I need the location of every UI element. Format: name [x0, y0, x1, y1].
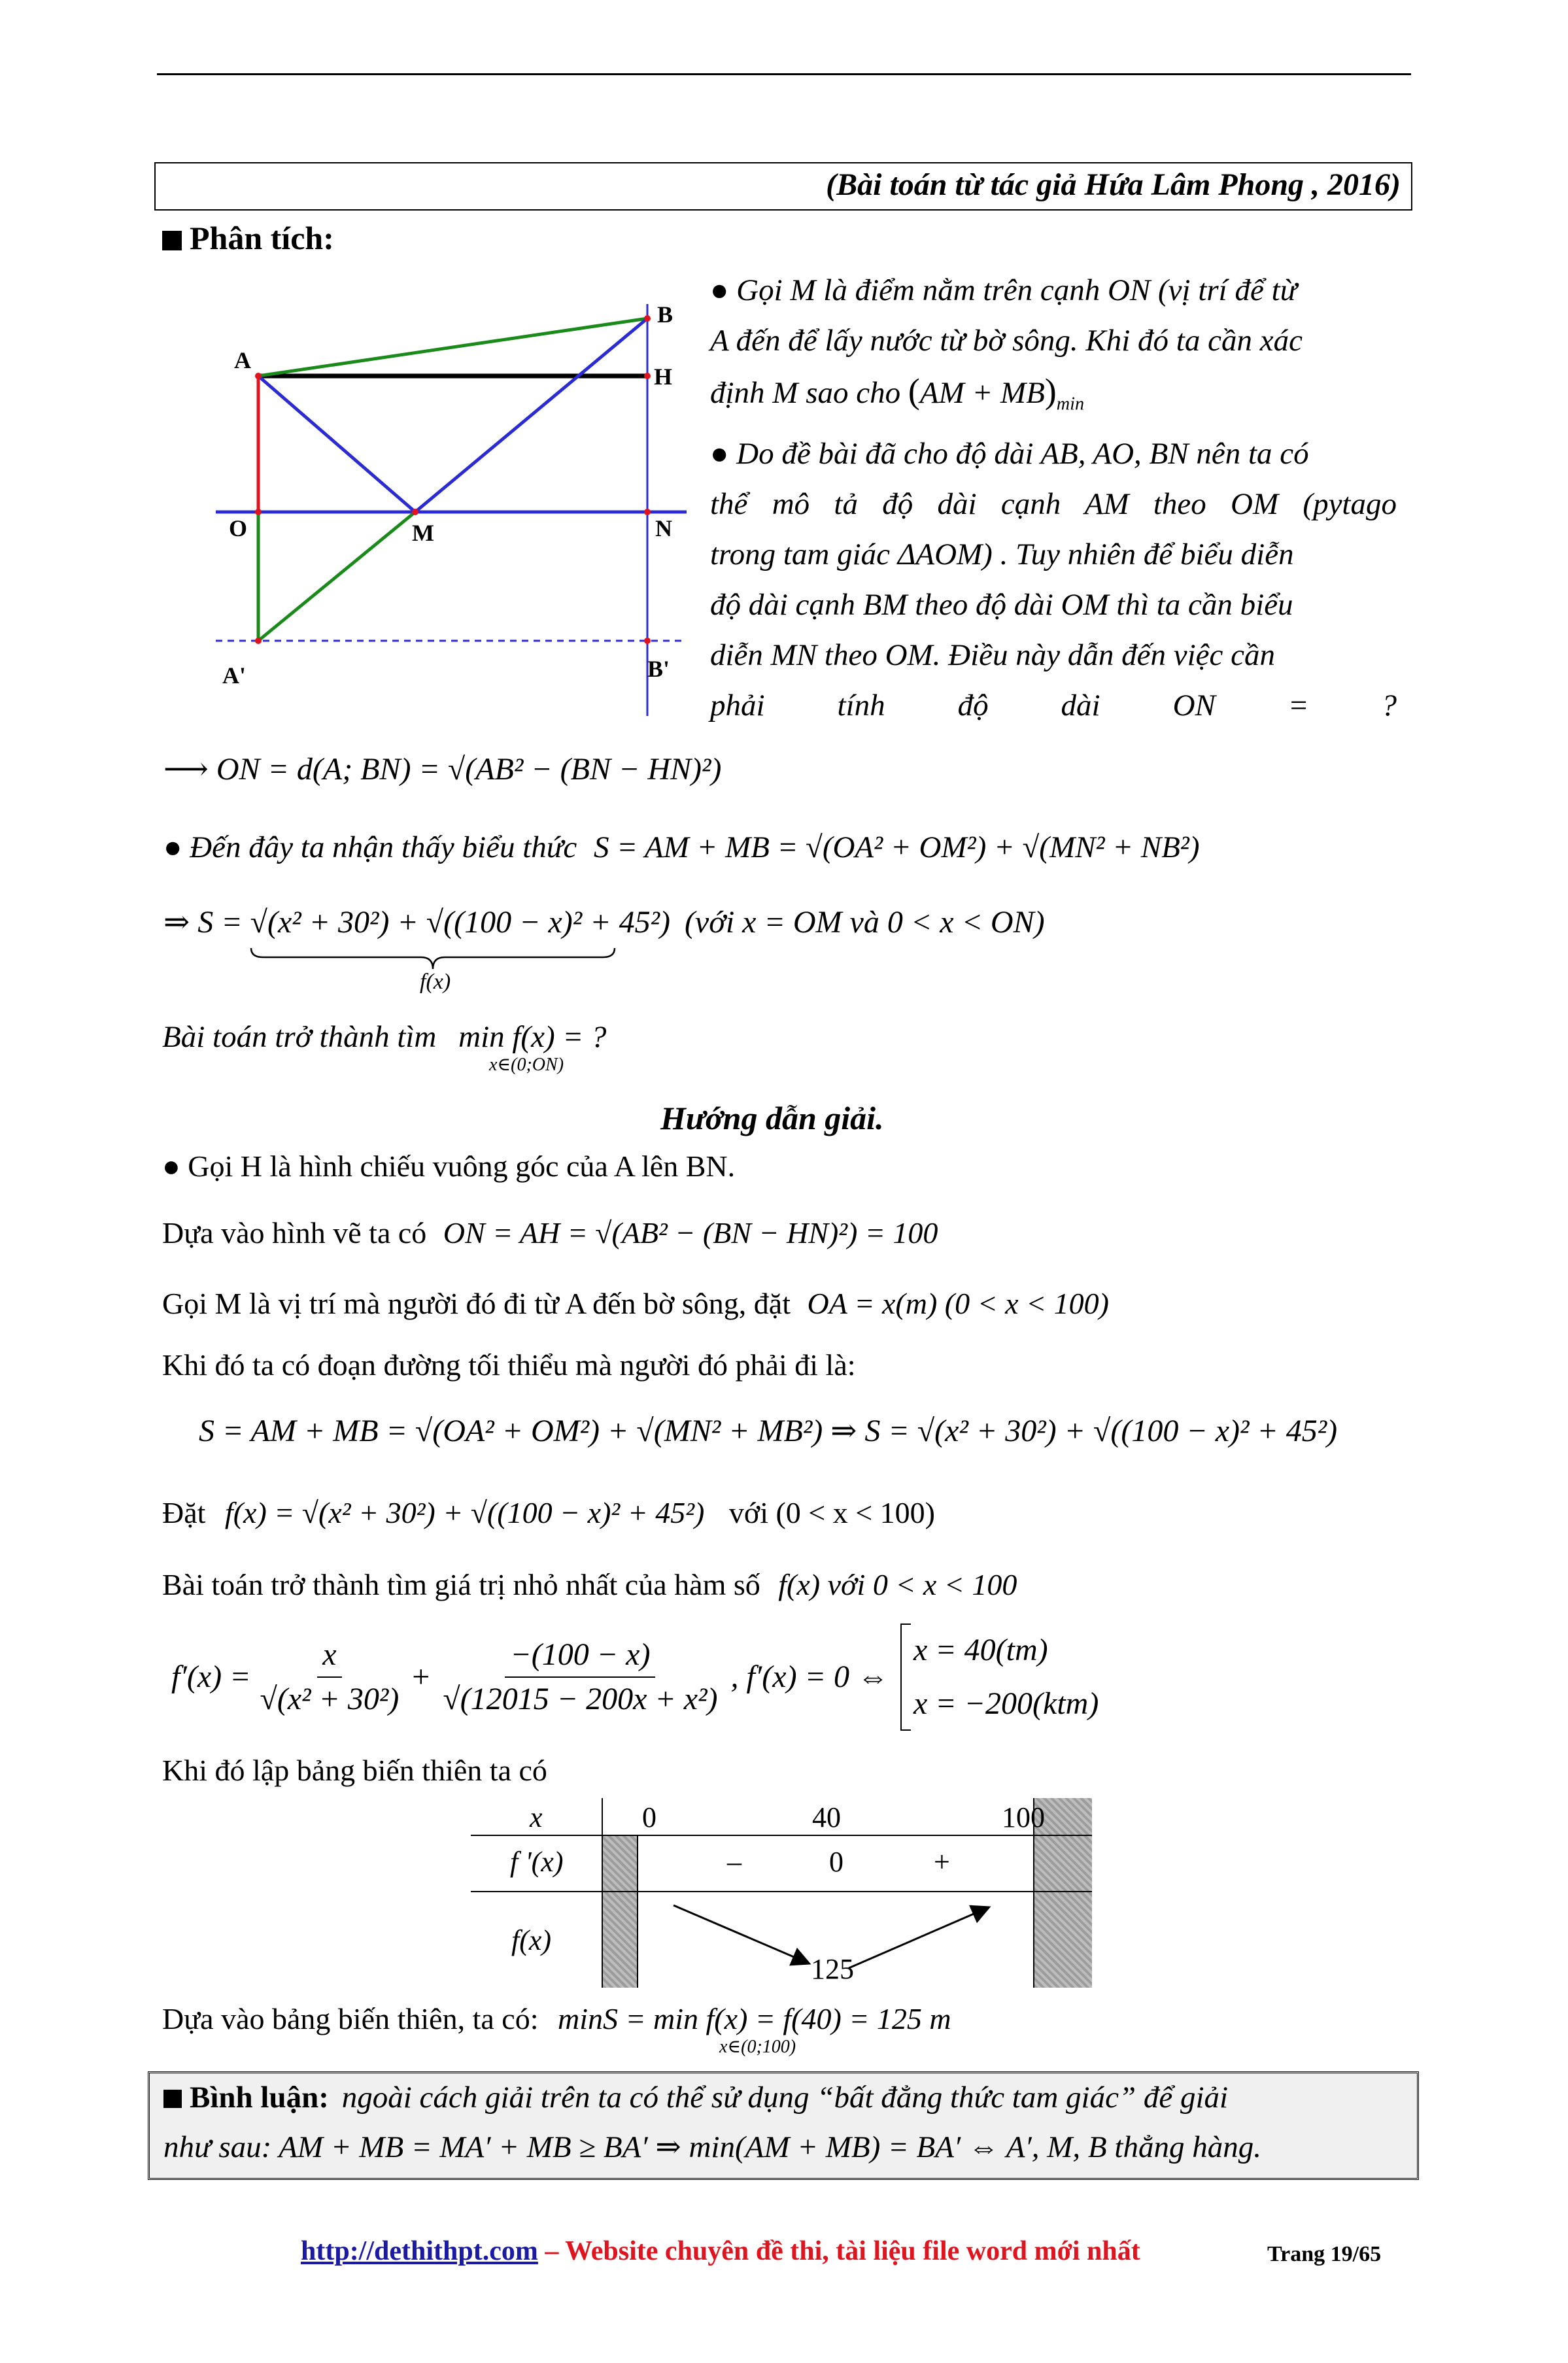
- line2-formula: ON = AH = √(AB² − (BN − HN)²) = 100: [443, 1216, 938, 1250]
- point-a-prime: [255, 638, 262, 644]
- page-number: Trang 19/65: [1267, 2242, 1382, 2266]
- label-b-prime: B': [647, 656, 670, 682]
- solution-title: Hướng dẫn giải.: [660, 1100, 884, 1136]
- deriv-frac2: $\frac{-(100 - x)}{\text{√(12015 − 200x + x²)}}$: [443, 1637, 718, 1716]
- table-x-0: 0: [642, 1801, 656, 1833]
- increase-arrow: [849, 1908, 987, 1968]
- variation-table: [471, 1798, 1092, 1988]
- table-x-100: 100: [1002, 1801, 1045, 1833]
- label-a: A: [234, 347, 251, 373]
- segment-a-prime-m: [258, 512, 415, 641]
- table-sign-minus: –: [727, 1846, 741, 1878]
- table-sign-plus: +: [934, 1846, 950, 1878]
- solution-line4: Khi đó ta có đoạn đường tối thiểu mà người đó phải đi là:: [162, 1348, 856, 1382]
- point-h: [644, 373, 651, 379]
- bullet1-line3: định M sao cho $(AM + MB)_{min}$: [710, 371, 1085, 415]
- bullet2-line6: phải tính độ dài ON = ?: [710, 688, 1397, 722]
- bullet2-line4: độ dài cạnh BM theo độ dài OM thì ta cần biểu: [710, 588, 1293, 622]
- top-rule: [157, 73, 1411, 75]
- solution-line3: Gọi M là vị trí mà người đó đi từ A đến bờ sông, đặt OA = x(m) (0 < x < 100): [162, 1287, 1109, 1320]
- bullet1-line2: A đến để lấy nước từ bờ sông. Khi đó ta cần xác: [710, 324, 1303, 358]
- remark-line1: [163, 2079, 1228, 2116]
- problem-formula: min f(x) = ?: [458, 1020, 607, 1054]
- root2: x = −200(ktm): [913, 1686, 1099, 1721]
- s-formula: ⇒ S = √(x² + 30²) + √((100 − x)² + 45²): [163, 905, 670, 940]
- solution-line2: Dựa vào hình vẽ ta có ON = AH = √(AB² − (BN − HN)²) = 100: [162, 1216, 938, 1250]
- solution-line1: ● Gọi H là hình chiếu vuông góc của A lên BN.: [162, 1149, 736, 1183]
- label-o: O: [229, 515, 248, 541]
- geometry-figure: [203, 298, 700, 729]
- s-formula-row: [163, 904, 1045, 942]
- label-b: B: [657, 301, 673, 328]
- bullet3-prefix: ● Đến đây ta nhận thấy biểu thức: [163, 830, 577, 864]
- deriv-lhs: f′(x) =: [171, 1659, 251, 1695]
- square-bullet-icon: [162, 231, 182, 250]
- roots-bracket: [900, 1624, 1099, 1731]
- bracket-bottom: [902, 1729, 911, 1731]
- conclusion-formula: minS = min f(x) = f(40) = 125 m: [557, 2002, 951, 2035]
- fx-brace-label: f(x): [420, 970, 451, 994]
- analysis-bullet3: [163, 829, 1200, 866]
- point-n: [644, 509, 651, 515]
- remark-title: Bình luận:: [190, 2081, 329, 2115]
- shade-left-f: [603, 1892, 638, 1988]
- point-a: [255, 373, 262, 379]
- footer-text: – Website chuyên đề thi, tài liệu file word mới nhất: [537, 2236, 1140, 2266]
- conclusion: Dựa vào bảng biến thiên, ta có: minS = min f(x) = f(40) = 125 m: [162, 2002, 951, 2035]
- source-text: (Bài toán từ tác giả Hứa Lâm Phong , 2016): [826, 167, 1401, 202]
- on-formula: ⟶ ON = d(A; BN) = √(AB² − (BN − HN)²): [163, 752, 722, 787]
- conclusion-sub: x∈(0;100): [719, 2037, 796, 2057]
- footer-link[interactable]: http://dethithpt.com: [301, 2236, 538, 2266]
- remark-text1: ngoài cách giải trên ta có thể sử dụng “bất đẳng thức tam giác” để giải: [341, 2081, 1229, 2115]
- bracket-top: [902, 1624, 911, 1625]
- solution-line7: Bài toán trở thành tìm giá trị nhỏ nhất của hàm số f(x) với 0 < x < 100: [162, 1568, 1017, 1601]
- label-h: H: [654, 364, 673, 390]
- problem-prefix: Bài toán trở thành tìm: [162, 1020, 437, 1054]
- shade-left-fprime: [603, 1836, 638, 1891]
- table-f-label: f(x): [511, 1924, 552, 1956]
- footer: [301, 2235, 1140, 2268]
- table-fprime-label: f '(x): [510, 1846, 564, 1878]
- bullet2-line3: trong tam giác ΔAOM) . Tuy nhiên để biểu diễn: [710, 537, 1294, 571]
- shade-right-f: [1033, 1892, 1092, 1988]
- point-m: [412, 509, 418, 515]
- s-condition: (với x = OM và 0 < x < ON): [684, 905, 1045, 940]
- label-n: N: [655, 515, 672, 541]
- solution-line6: Đặt f(x) = √(x² + 30²) + √((100 − x)² + 45²) với (0 < x < 100): [162, 1496, 936, 1529]
- bullet1-line1: ● Gọi M là điểm nằm trên cạnh ON (vị trí để từ: [710, 273, 1297, 307]
- label-m: M: [412, 520, 434, 546]
- underbrace: [250, 947, 616, 970]
- square-bullet-icon: [163, 2090, 182, 2108]
- solution-line8: Khi đó lập bảng biến thiên ta có: [162, 1754, 547, 1787]
- line6-suffix: với (0 < x < 100): [728, 1496, 936, 1529]
- bullet3-formula: S = AM + MB = √(OA² + OM²) + √(MN² + NB²): [594, 830, 1200, 864]
- table-x-label: x: [530, 1801, 543, 1833]
- analysis-heading: [162, 218, 334, 258]
- root1: x = 40(tm): [913, 1633, 1048, 1667]
- table-x-40: 40: [812, 1801, 841, 1833]
- table-arrows: [634, 1892, 1040, 1988]
- deriv-frac1: $\frac{x}{\text{√(x² + 30²)}}$: [260, 1637, 400, 1716]
- bullet2-line2: thể mô tả độ dài cạnh AM theo OM (pytago: [710, 487, 1397, 521]
- problem-sub: x∈(0;ON): [489, 1055, 564, 1075]
- bullet2-line1: ● Do đề bài đã cho độ dài AB, AO, BN nên ta có: [710, 437, 1309, 471]
- point-b-prime: [644, 638, 651, 644]
- analysis-title: Phân tích:: [190, 220, 334, 256]
- table-f-min: 125: [811, 1953, 854, 1985]
- decrease-arrow: [673, 1905, 808, 1963]
- remark-line2: như sau: AM + MB = MA′ + MB ≥ BA′ ⇒ min(AM + MB) = BA′ ⇔ A′, M, B thẳng hàng.: [163, 2130, 1261, 2164]
- analysis-bullet1: [710, 265, 1303, 429]
- deriv-eq: , f′(x) = 0 ⇔: [730, 1659, 889, 1695]
- segment-am: [258, 376, 415, 512]
- table-sign-zero: 0: [829, 1846, 844, 1878]
- line6-formula: f(x) = √(x² + 30²) + √((100 − x)² + 45²): [224, 1496, 705, 1529]
- derivative-row: f′(x) = $\frac{x}{\text{√(x² + 30²)}}$ + $\frac{-(100 - x)}{\text{√(12015 − 200x + x²)}}$ , f′(x) = 0 ⇔ x = 40(tm) x = −200(ktm): [171, 1628, 1099, 1726]
- line3-formula: OA = x(m) (0 < x < 100): [807, 1287, 1109, 1320]
- label-a-prime: A': [222, 662, 246, 688]
- analysis-bullet2: [710, 429, 1397, 731]
- shade-right-fprime: [1033, 1836, 1092, 1891]
- point-o: [255, 509, 262, 515]
- problem-statement: [162, 1019, 606, 1055]
- point-b: [644, 315, 651, 322]
- bullet2-line5: diễn MN theo OM. Điều này dẫn đến việc cần: [710, 638, 1276, 672]
- line7-formula: f(x) với 0 < x < 100: [778, 1568, 1017, 1601]
- solution-line5: S = AM + MB = √(OA² + OM²) + √(MN² + MB²) ⇒ S = √(x² + 30²) + √((100 − x)² + 45²): [199, 1414, 1338, 1448]
